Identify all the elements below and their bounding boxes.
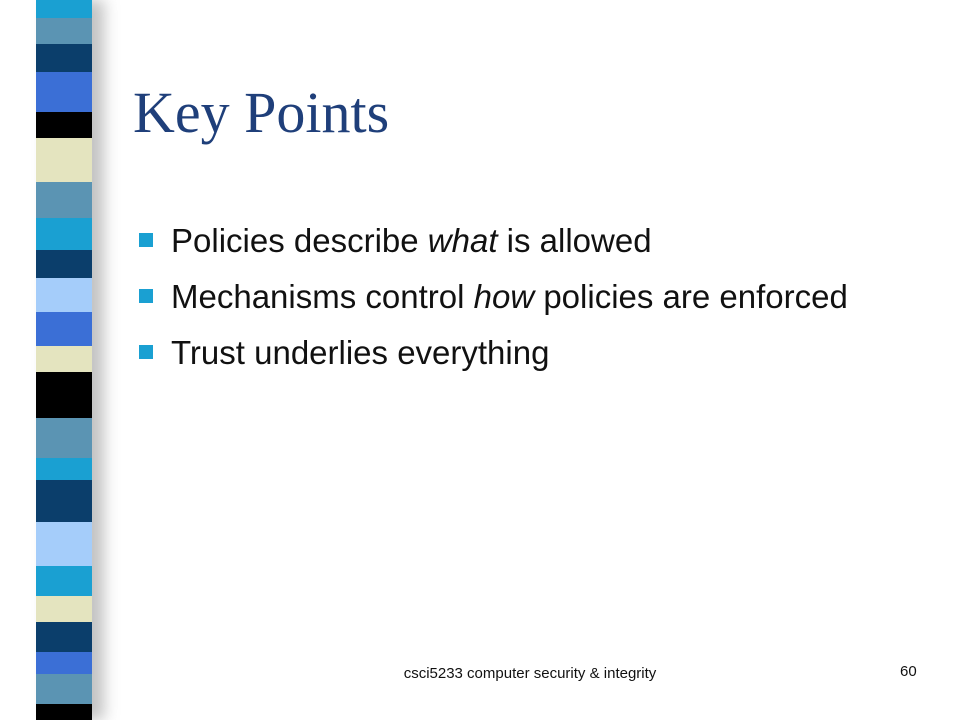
stripe xyxy=(36,0,92,18)
bullet-item xyxy=(135,274,915,320)
stripe xyxy=(36,138,92,182)
bullet-text: what xyxy=(427,222,498,259)
stripe xyxy=(36,480,92,522)
slide-footer: csci5233 computer security & integrity xyxy=(403,665,657,682)
stripe xyxy=(36,346,92,372)
stripe xyxy=(36,312,92,346)
stripe xyxy=(36,182,92,218)
slide-title: Key Points xyxy=(133,80,390,145)
stripe xyxy=(36,250,92,278)
bullet-text: policies are enforced xyxy=(534,278,848,315)
stripe xyxy=(36,674,92,704)
square-bullet-icon xyxy=(139,233,153,247)
stripe xyxy=(36,522,92,566)
bullet-text: is allowed xyxy=(497,222,652,259)
bullet-text: Mechanisms control xyxy=(171,278,474,315)
decorative-stripe-bar xyxy=(36,0,92,720)
stripe xyxy=(36,652,92,674)
stripe xyxy=(36,218,92,250)
square-bullet-icon xyxy=(139,289,153,303)
stripe xyxy=(36,622,92,652)
stripe xyxy=(36,418,92,458)
bullet-text: Trust underlies everything xyxy=(171,334,550,371)
stripe xyxy=(36,704,92,720)
stripe xyxy=(36,596,92,622)
stripe xyxy=(36,566,92,596)
stripe xyxy=(36,372,92,418)
bullet-text: how xyxy=(473,278,535,315)
stripe xyxy=(36,458,92,480)
stripe xyxy=(36,72,92,112)
stripe xyxy=(36,278,92,312)
stripe xyxy=(36,112,92,138)
bullet-list xyxy=(135,218,915,386)
stripe xyxy=(36,44,92,72)
bullet-item xyxy=(135,330,915,376)
bullet-text: Policies describe xyxy=(171,222,428,259)
stripe xyxy=(36,18,92,44)
bullet-item xyxy=(135,218,915,264)
square-bullet-icon xyxy=(139,345,153,359)
page-number: 60 xyxy=(900,663,917,680)
